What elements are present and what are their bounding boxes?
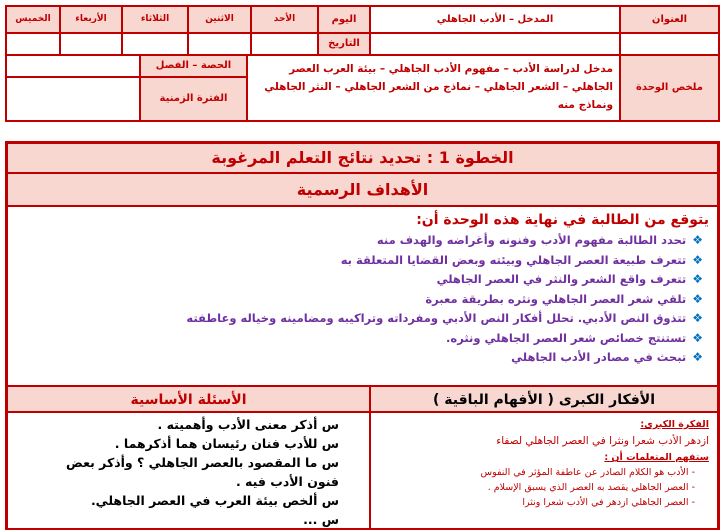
class-label: الحصة – الفصل bbox=[155, 60, 232, 71]
date-wednesday-cell[interactable] bbox=[60, 33, 122, 55]
spacer-cell bbox=[620, 33, 719, 55]
step-title-band bbox=[7, 143, 718, 173]
date-tuesday-cell[interactable] bbox=[122, 33, 188, 55]
class-value-cell[interactable] bbox=[6, 55, 140, 77]
objective-item: ❖تتذوق النص الأدبي. تحلل أفكار النص الأدبي ومفرداته وتراكيبه ومضامينه وخياله وعاطفته bbox=[186, 311, 703, 325]
understanding-item: - العصر الجاهلي ازدهر في الأدب شعرا ونثرا bbox=[522, 497, 695, 508]
spacer-cell bbox=[370, 33, 620, 55]
objectives-box bbox=[7, 206, 718, 386]
diamond-bullet-icon: ❖ bbox=[692, 291, 703, 306]
big-ideas-heading-cell bbox=[370, 386, 718, 412]
objective-item: ❖تحدد الطالبة مفهوم الأدب وفنونه وأغراضه والهدف منه bbox=[376, 233, 703, 247]
question-item: س للأدب فنان رئيسان هما أذكرهما . bbox=[114, 436, 339, 451]
objectives-intro: يتوقع من الطالبة في نهاية هذه الوحدة أن: bbox=[416, 212, 709, 228]
day-sunday: الأحد bbox=[251, 6, 318, 33]
question-item: س ... bbox=[303, 512, 339, 527]
questions-heading: الأسئلة الأساسية bbox=[130, 392, 247, 408]
step-title: الخطوة 1 : تحديد نتائج التعلم المرغوبة bbox=[211, 148, 514, 167]
title-label: العنوان bbox=[651, 14, 688, 25]
objective-item: ❖تلقي شعر العصر الجاهلي ونثره بطريقة معبرة bbox=[425, 291, 703, 306]
diamond-bullet-icon: ❖ bbox=[692, 252, 703, 267]
goals-title: الأهداف الرسمية bbox=[296, 180, 429, 199]
title-label-cell bbox=[620, 6, 719, 33]
learners-label: ستفهم المتعلمات أن : bbox=[604, 452, 709, 463]
day-monday: الاثنين bbox=[188, 6, 251, 33]
time-label-cell bbox=[140, 77, 247, 121]
objective-item: ❖تستنتج خصائص شعر العصر الجاهلي ونثره. bbox=[446, 330, 703, 345]
objective-item: ❖تبحث في مصادر الأدب الجاهلي bbox=[511, 350, 703, 364]
date-monday-cell[interactable] bbox=[188, 33, 251, 55]
goals-band bbox=[7, 173, 718, 206]
time-value-cell[interactable] bbox=[6, 77, 140, 121]
date-sunday-cell[interactable] bbox=[251, 33, 318, 55]
diamond-bullet-icon: ❖ bbox=[692, 272, 703, 286]
big-ideas-box bbox=[370, 412, 718, 530]
questions-box bbox=[7, 412, 370, 530]
day-thursday: الخميس bbox=[6, 6, 60, 33]
date-label-cell bbox=[318, 33, 370, 55]
unit-title: المدخل – الأدب الجاهلي bbox=[436, 14, 554, 25]
day-tuesday: الثلاثاء bbox=[122, 6, 188, 33]
class-label-cell bbox=[140, 55, 247, 77]
question-item: س أذكر معنى الأدب وأهميته . bbox=[157, 417, 339, 432]
date-label: التاريخ bbox=[328, 38, 360, 49]
day-label: اليوم bbox=[331, 14, 357, 25]
unit-summary: مدخل لدراسة الأدب – مفهوم الأدب الجاهلي – بيئة العرب العصر الجاهلي – الشعر الجاهلي – نماذج من الشعر الجاهلي – النثر الجاهلي ونماذج منه bbox=[264, 63, 613, 111]
questions-heading-cell bbox=[7, 386, 370, 412]
diamond-bullet-icon: ❖ bbox=[692, 233, 703, 247]
objectives-list bbox=[16, 231, 709, 368]
summary-label: ملخص الوحدة bbox=[636, 82, 703, 93]
understanding-item: - العصر الجاهلي يقصد به العصر الذي يسبق الإسلام . bbox=[487, 482, 695, 493]
understanding-item: - الأدب هو الكلام الصادر عن عاطفة المؤثر في النفوس bbox=[480, 467, 695, 478]
title-value-cell bbox=[370, 6, 620, 33]
day-label-cell bbox=[318, 6, 370, 33]
day-wednesday: الأربعاء bbox=[60, 6, 122, 33]
question-item: س ما المقصود بالعصر الجاهلي ؟ وأذكر بعض فنون الأدب فيه . bbox=[66, 455, 339, 489]
diamond-bullet-icon: ❖ bbox=[692, 330, 703, 345]
objective-item: ❖تتعرف واقع الشعر والنثر في العصر الجاهلي bbox=[436, 272, 703, 286]
diamond-bullet-icon: ❖ bbox=[692, 350, 703, 364]
diamond-bullet-icon: ❖ bbox=[692, 311, 703, 325]
big-ideas-heading: الأفكار الكبرى ( الأفهام الباقية ) bbox=[432, 392, 656, 408]
summary-label-cell bbox=[620, 55, 719, 121]
summary-text-cell bbox=[247, 55, 620, 121]
big-idea-label: الفكرة الكبرى: bbox=[640, 419, 709, 430]
time-label: الفترة الزمنية bbox=[159, 93, 228, 104]
question-item: س ألخص بيئة العرب في العصر الجاهلي. bbox=[90, 493, 339, 508]
big-idea-text: ازدهر الأدب شعرا ونثرا في العصر الجاهلي لصفاء bbox=[496, 435, 709, 447]
objective-item: ❖تتعرف طبيعة العصر الجاهلي وبيئته وبعض القضايا المتعلقة به bbox=[340, 252, 703, 267]
date-thursday-cell[interactable] bbox=[6, 33, 60, 55]
